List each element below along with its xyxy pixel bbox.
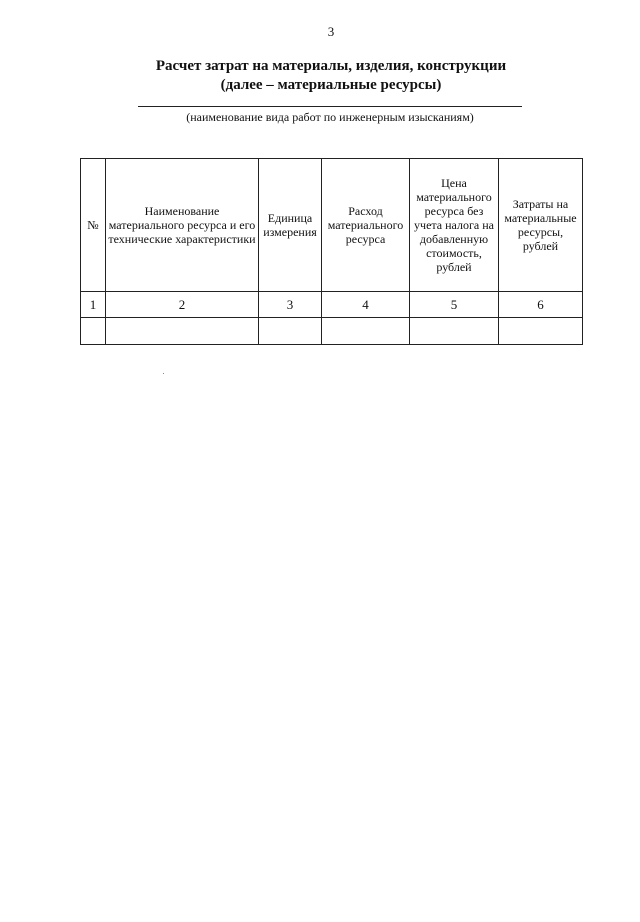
work-type-caption: (наименование вида работ по инженерным изысканиям) (186, 110, 474, 124)
document-title (0, 57, 640, 95)
table-cell (106, 318, 259, 345)
header-cell-resource-name: Наименование материального ресурса и его технические характеристики (106, 159, 259, 292)
column-numbers-row (81, 292, 583, 318)
column-number-cell: 3 (259, 292, 322, 318)
table-row (81, 318, 583, 345)
header-row (81, 159, 583, 292)
header-cell-unit: Единица измерения (259, 159, 322, 292)
column-number-cell: 4 (322, 292, 410, 318)
column-number-cell: 6 (499, 292, 583, 318)
column-number-cell: 5 (410, 292, 499, 318)
table-cell (81, 318, 106, 345)
column-number-cell: 1 (81, 292, 106, 318)
table-cell (410, 318, 499, 345)
title-line-2: (далее – материальные ресурсы) (220, 77, 442, 93)
table-cell (322, 318, 410, 345)
scan-speck (163, 373, 164, 374)
material-costs-table (80, 158, 583, 345)
title-line-1: Расчет затрат на материалы, изделия, конструкции (155, 58, 507, 74)
table-cell (259, 318, 322, 345)
header-cell-number: № (81, 159, 106, 292)
table-cell (499, 318, 583, 345)
header-cell-price: Цена материального ресурса без учета налога на добавленную стоимость, рублей (410, 159, 499, 292)
column-number-cell: 2 (106, 292, 259, 318)
page-number: 3 (327, 24, 335, 39)
header-cell-consumption: Расход материального ресурса (322, 159, 410, 292)
header-cell-costs: Затраты на материальные ресурсы, рублей (499, 159, 583, 292)
work-type-fill-line (138, 106, 522, 107)
